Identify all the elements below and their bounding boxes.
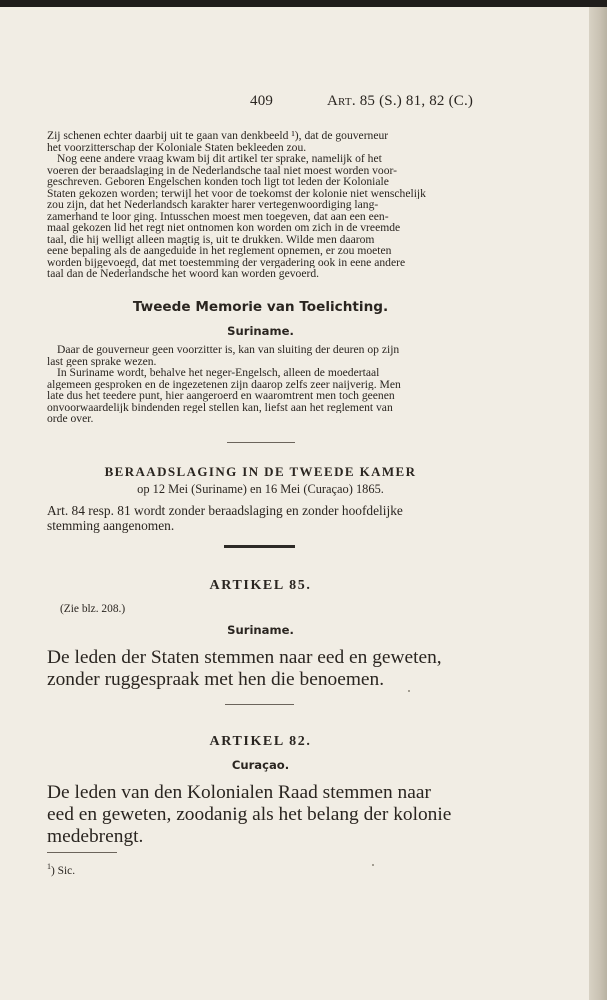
text-line: eene bepaling als de aangeduide in het reglement opnemen, er zou moeten	[47, 245, 392, 257]
memorie-heading: Tweede Memorie van Toelichting.	[132, 299, 389, 315]
text-line: taal dan de Nederlandsche het woord kan worden gevoerd.	[47, 268, 320, 280]
book-page	[0, 7, 589, 1000]
artikel-85-text	[47, 647, 487, 691]
text-line: stemming aangenomen.	[47, 518, 175, 533]
text-line: onvoorwaardelijk bindenden regel stellen kan, liefst aan het reglement van	[47, 401, 393, 413]
top-border	[0, 0, 607, 7]
beraadslaging-dates: op 12 Mei (Suriname) en 16 Mei (Curaçao) 1865.	[137, 482, 384, 496]
text-line: Staten gekozen worden; terwijl het voor de toekomst der kolonie niet wenschelijk	[47, 187, 426, 199]
page-edge	[589, 7, 607, 1000]
speck	[372, 864, 374, 866]
text-line: medebrengt.	[47, 826, 144, 847]
speck	[408, 690, 410, 692]
memorie-paragraph	[47, 344, 474, 425]
beraadslaging-paragraph	[47, 503, 474, 533]
text-line: worden bijgevoegd, dat met toestemming der vergadering ook in eene andere	[47, 256, 406, 268]
artikel-85-heading: ARTIKEL 85.	[209, 578, 312, 593]
text-line: zou zijn, dat het Nederlandsch karakter harer vertegenwoordiging lang-	[47, 199, 379, 211]
text-line: late dus het teedere punt, hier aangeroerd en waaromtrent men toch geenen	[47, 390, 395, 402]
page-number: 409	[250, 93, 274, 109]
text-line: De leden van den Kolonialen Raad stemmen naar	[47, 782, 431, 803]
text-line: voeren der beraadslaging in de Nederlandsche taal niet moest worden voor-	[47, 164, 398, 176]
text-line: Daar de gouverneur geen voorzitter is, kan van sluiting der deuren op zijn	[57, 344, 400, 356]
footnote-rule	[47, 852, 117, 853]
text-line: taal, die hij welligt alleen magtig is, uit te drukken. Wilde men daarom	[47, 233, 375, 245]
text-line: Nog eene andere vraag kwam bij dit artikel ter sprake, namelijk of het	[57, 153, 382, 165]
text-line: eed en geweten, zoodanig als het belang der kolonie	[47, 804, 452, 825]
text-line: geschreven. Geboren Engelschen konden toch ligt tot leden der Koloniale	[47, 176, 389, 188]
page-reference: (Zie blz. 208.)	[60, 603, 126, 615]
text-line: orde over.	[47, 413, 94, 425]
text-line: maal gekozen lid het regt niet ontnomen kon worden om zich in de vreemde	[47, 222, 401, 234]
article-reference: Art. 85 (S.) 81, 82 (C.)	[327, 93, 474, 109]
text-line: algemeen gesproken en de ingezetenen zijn daarop zelfs zeer naijverig. Men	[47, 378, 401, 390]
text-line: In Suriname wordt, behalve het neger-Engelsch, alleen de moedertaal	[57, 367, 380, 379]
running-header	[0, 93, 589, 113]
artikel-82-subheading: Curaçao.	[231, 758, 290, 772]
text-line: zamerhand te loor ging. Intusschen moest men toegeven, dat aan een een-	[47, 210, 389, 222]
artikel-82-text	[47, 782, 487, 848]
section-divider	[225, 704, 294, 705]
artikel-85-subheading: Suriname.	[227, 623, 294, 637]
text-line: zonder ruggespraak met hen die benoemen.	[47, 669, 385, 690]
text-line: last geen sprake wezen.	[47, 355, 157, 367]
text-line: het voorzitterschap der Koloniale Staten bekleeden zou.	[47, 141, 307, 153]
text-line: Art. 84 resp. 81 wordt zonder beraadslaging en zonder hoofdelijke	[47, 503, 403, 518]
text-line: De leden der Staten stemmen naar eed en geweten,	[47, 647, 442, 668]
footnote-marker: 1	[47, 862, 51, 871]
intro-paragraph	[47, 130, 474, 280]
section-divider	[227, 442, 295, 443]
thick-divider	[224, 545, 295, 548]
memorie-subheading: Suriname.	[227, 324, 294, 338]
text-line: Zij schenen echter daarbij uit te gaan van denkbeeld ¹), dat de gouverneur	[47, 130, 389, 142]
artikel-82-heading: ARTIKEL 82.	[209, 734, 312, 749]
footnote	[47, 862, 75, 877]
footnote-text: ) Sic.	[51, 864, 76, 877]
beraadslaging-heading: BERAADSLAGING IN DE TWEEDE KAMER	[104, 464, 417, 479]
